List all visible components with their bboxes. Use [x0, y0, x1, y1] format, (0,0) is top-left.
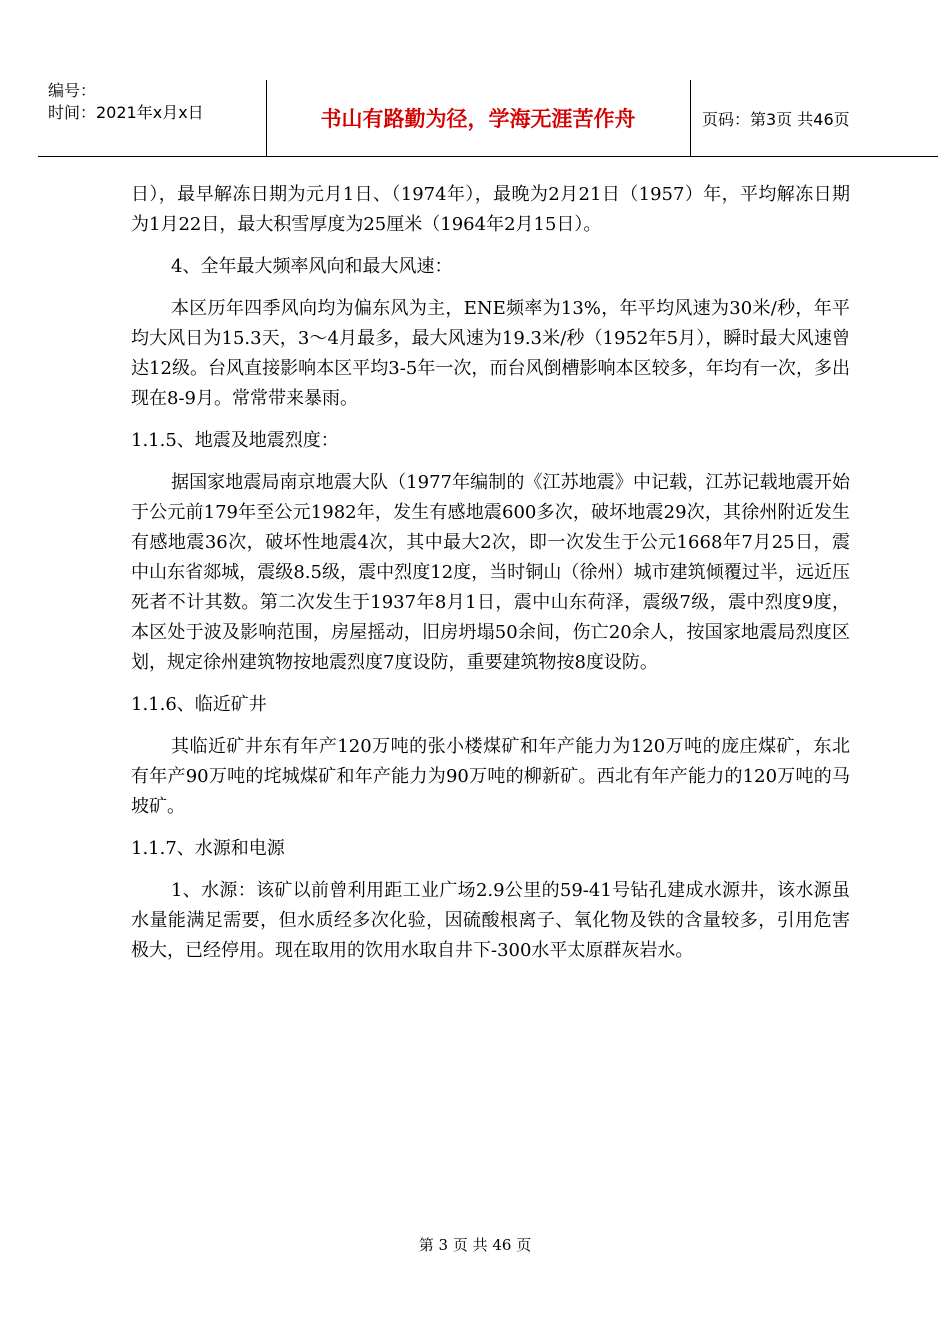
document-date-label: 时间：2021年x月x日 — [48, 103, 204, 122]
header-divider-left — [266, 80, 267, 156]
heading-wind: 4、全年最大频率风向和最大风速： — [171, 256, 453, 277]
paragraph-water-source: 1、水源：该矿以前曾利用距工业广场2.9公里的59-41号钻孔建成水源井，该水源虽水量能满足需要，但水质经多次化验，因硫酸根离子、氧化物及铁的含量较多，引用危害极大，已经停用。现在取用的饮用水取自井下-300水平太原群灰岩水。 — [131, 880, 850, 961]
paragraph-earthquake: 据国家地震局南京地震大队（1977年编制的《江苏地震》中记载，江苏记载地震开始于公元前179年至公元1982年，发生有感地震600多次，破坏地震29次，其徐州附近发生有感地震36次，破坏性地震4次，其中最大2次，即一次发生于公元1668年7月25日，震中山东省郯城，震级8.5级，震中烈度12度，当时铜山（徐州）城市建筑倾覆过半，远近压死者不计其数。第二次发生于1937年8月1日，震中山东荷泽，震级7级，震中烈度9度，本区处于波及影响范围，房屋摇动，旧房坍塌50余间，伤亡20余人，按国家地震局烈度区划，规定徐州建筑物按地震烈度7度设防，重要建筑物按8度设防。 — [131, 472, 850, 673]
document-body — [131, 180, 850, 966]
header-meta — [48, 80, 268, 156]
paragraph-nearby-mines: 其临近矿井东有年产120万吨的张小楼煤矿和年产能力为120万吨的庞庄煤矿，东北有年产90万吨的垞城煤矿和年产能力为90万吨的柳新矿。西北有年产能力的120万吨的马坡矿。 — [131, 736, 850, 817]
page-header — [38, 80, 938, 157]
document-number-label: 编号： — [48, 81, 97, 100]
section-heading-earthquake: 1.1.5、地震及地震烈度： — [131, 430, 339, 451]
header-motto: 书山有路勤为径，学海无涯苦作舟 — [320, 107, 636, 131]
page-footer: 第 3 页 共 46 页 — [418, 1236, 532, 1254]
header-divider-right — [690, 80, 691, 156]
paragraph-wind: 本区历年四季风向均为偏东风为主，ENE频率为13%，年平均风速为30米/秒，年平均大风日为15.3天，3～4月最多，最大风速为19.3米/秒（1952年5月），瞬时最大风速曾达12级。台风直接影响本区平均3-5年一次，而台风倒槽影响本区较多，年均有一次，多出现在8-9月。常常带来暴雨。 — [131, 298, 850, 409]
paragraph-freeze-dates: 日），最早解冻日期为元月1日、（1974年），最晚为2月21日（1957）年，平均解冻日期为1月22日，最大积雪厚度为25厘米（1964年2月15日）。 — [131, 184, 850, 235]
section-heading-water-power: 1.1.7、水源和电源 — [131, 838, 285, 859]
header-page-number: 页码：第3页 共46页 — [702, 109, 850, 129]
section-heading-nearby-mines: 1.1.6、临近矿井 — [131, 694, 267, 715]
